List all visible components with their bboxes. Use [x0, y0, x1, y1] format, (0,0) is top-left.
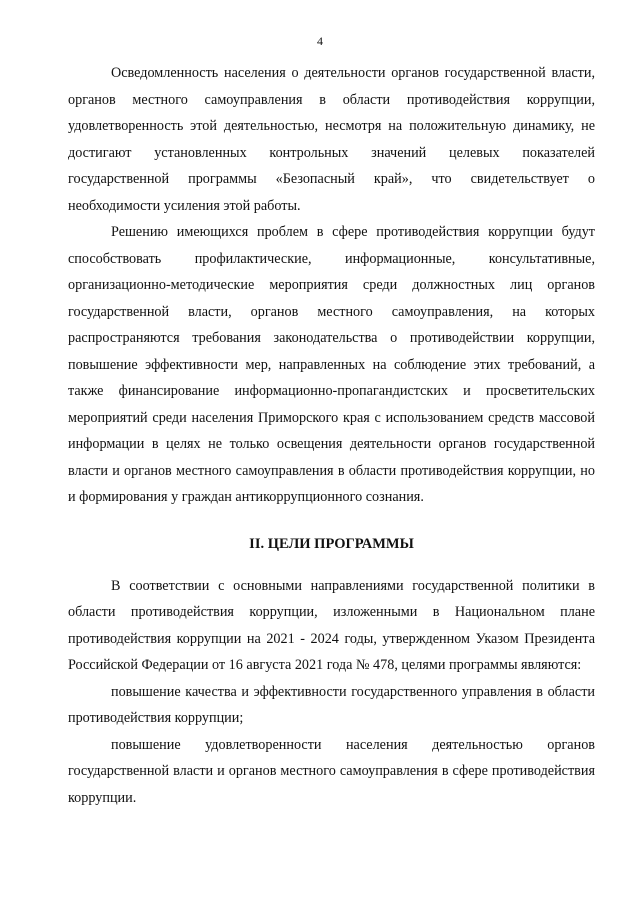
paragraph-awareness: Осведомленность населения о деятельности органов государственной власти, органов местного самоуправления в области противодействия коррупции, удовлетворенность этой деятельностью, несмотря на положительную динамику, не достигают установленных контрольных значений целевых показателей государственной программы «Безопасный край», что свидетельствует о необходимости усиления этой работы. — [68, 65, 595, 214]
paragraph-solutions: Решению имеющихся проблем в сфере противодействия коррупции будут способствовать профилактические, информационные, консультативные, организационно-методические мероприятия среди должностных лиц органов государственной власти, органов местного самоуправления, на которых распространяются требования законодательства о противодействии коррупции, повышение эффективности мер, направленных на соблюдение этих требований, а также финансирование информационно-пропагандистских и просветительских мероприятий среди населения Приморского края с использованием средств массовой информации в целях не только освещения деятельности органов государственной власти и органов местного самоуправления в области противодействия коррупции, но и формирования у граждан антикоррупционного сознания. — [68, 224, 595, 505]
paragraph-goals-intro: В соответствии с основными направлениями государственной политики в области противодействия коррупции, изложенными в Национальном плане противодействия коррупции на 2021 - 2024 годы, утвержденном Указом Президента Российской Федерации от 16 августа 2021 года № 478, целями программы являются: — [68, 577, 595, 673]
page-number: 4 — [317, 34, 323, 48]
document-body — [68, 60, 595, 811]
section-heading: II. ЦЕЛИ ПРОГРАММЫ — [249, 535, 414, 552]
goal-item: повышение удовлетворенности населения деятельностью органов государственной власти и органов местного самоуправления в сфере противодействия коррупции. — [68, 736, 595, 806]
goal-item: повышение качества и эффективности государственного управления в области противодействия коррупции; — [68, 683, 595, 726]
